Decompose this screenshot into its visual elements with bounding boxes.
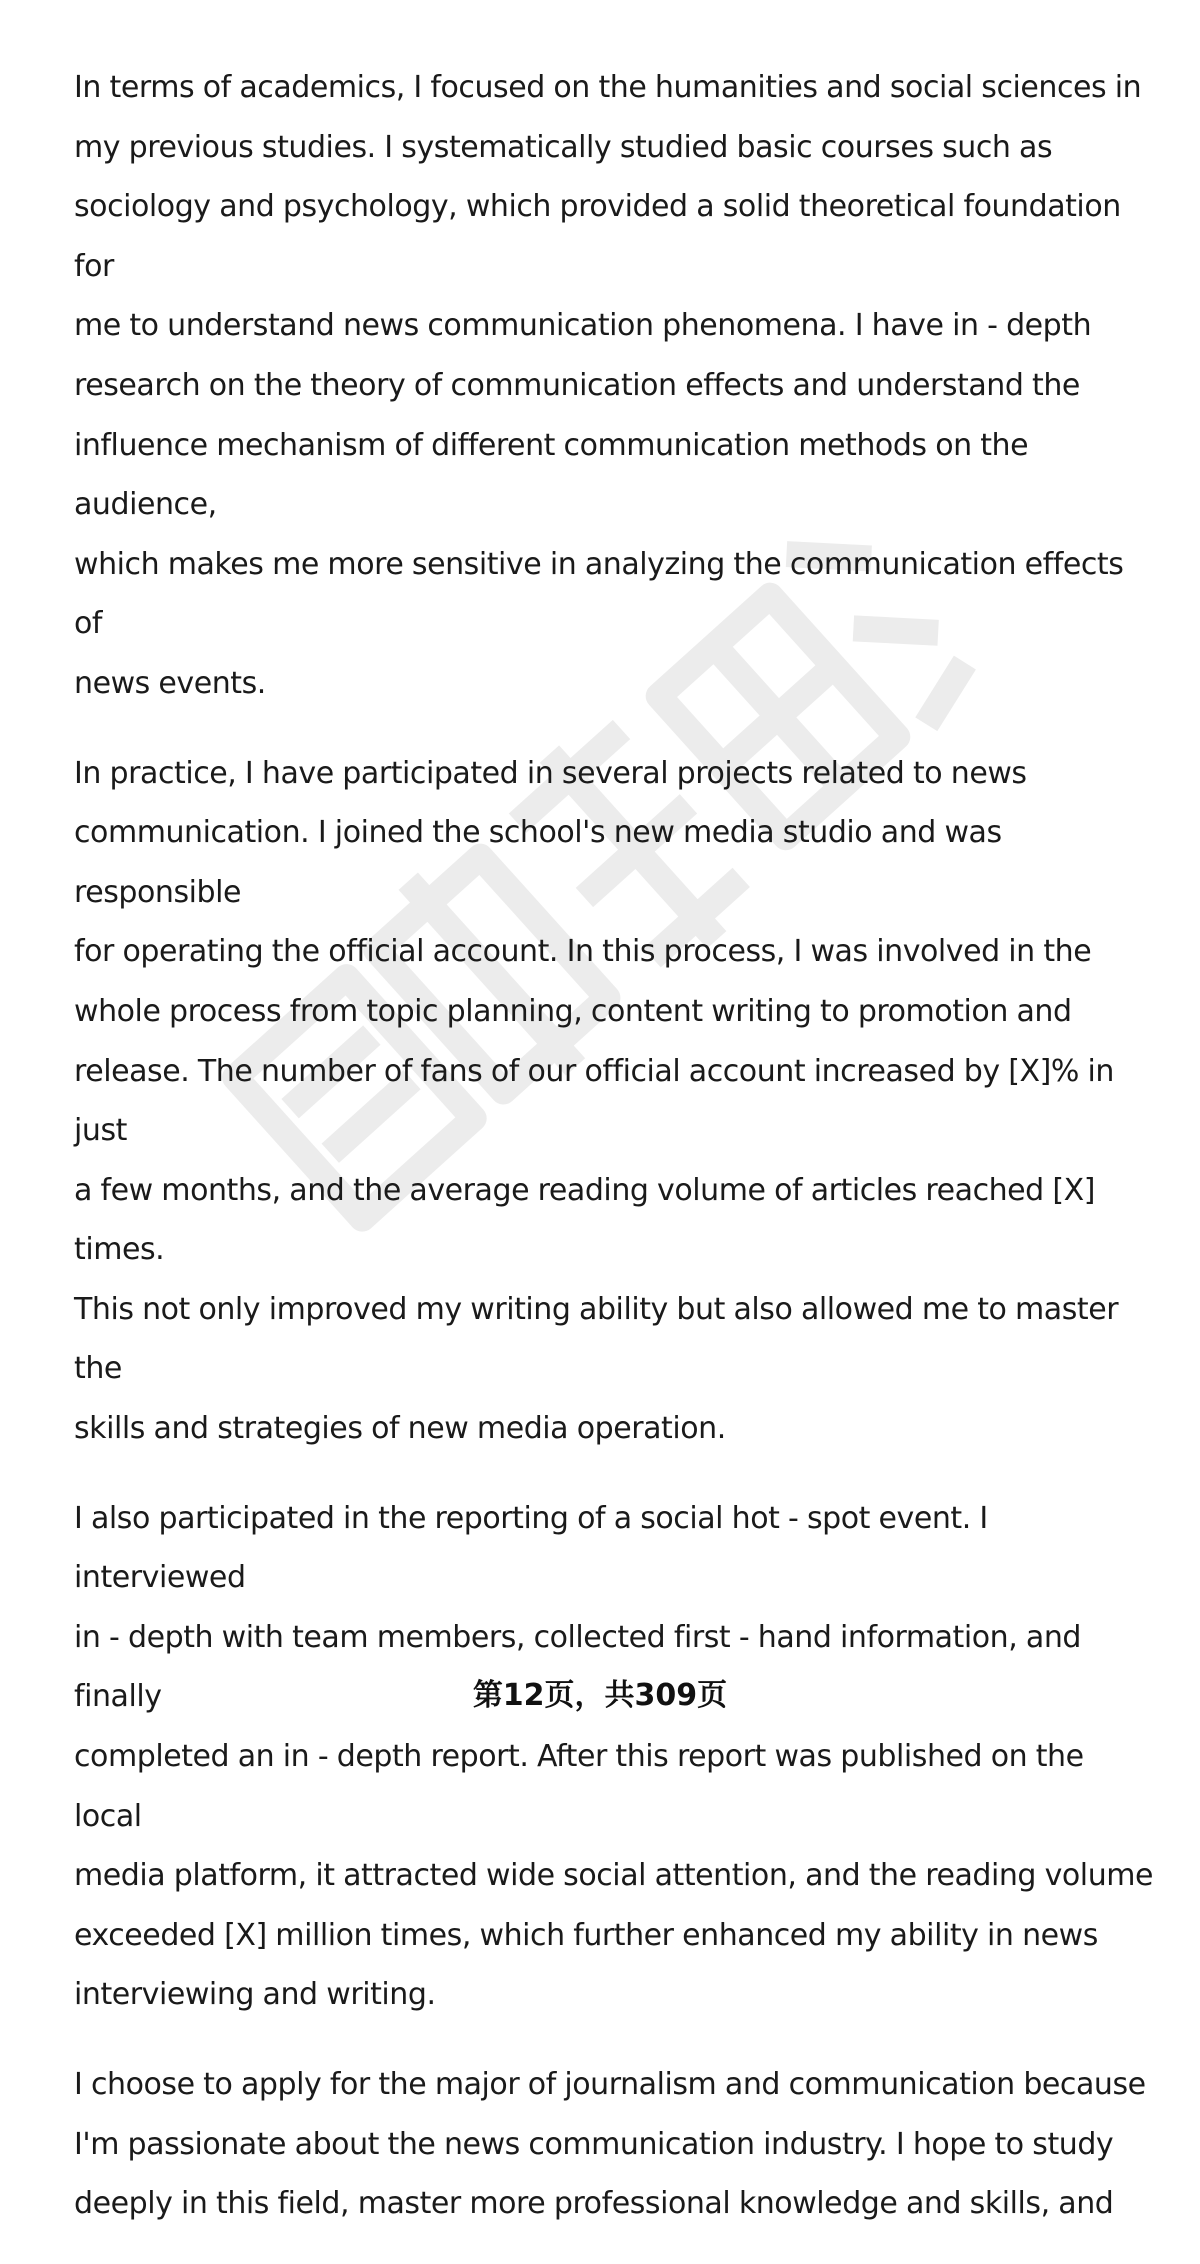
text-line: In terms of academics, I focused on the humanities and social sciences in xyxy=(74,70,1142,105)
text-line: which makes me more sensitive in analyzing the communication effects of xyxy=(74,546,1124,642)
document-body xyxy=(74,58,1154,2264)
text-line: In practice, I have participated in several projects related to news xyxy=(74,755,1027,791)
text-line: interviewing and writing. xyxy=(74,1977,436,2013)
text-line: whole process from topic planning, content writing to promotion and xyxy=(74,993,1072,1029)
page-number-footer: 第12页，共309页 xyxy=(472,1678,728,1713)
text-line: a few months, and the average reading volume of articles reached [X] times. xyxy=(74,1172,1095,1268)
text-line: sociology and psychology, which provided a solid theoretical foundation for xyxy=(74,189,1121,284)
text-line: I'm passionate about the news communication industry. I hope to study xyxy=(74,2126,1114,2162)
paragraph-reporting xyxy=(74,1489,1154,2025)
text-line: I also participated in the reporting of a social hot - spot event. I interviewed xyxy=(74,1500,988,1596)
text-line: communication. I joined the school's new media studio and was responsible xyxy=(74,815,1002,910)
text-line: research on the theory of communication effects and understand the xyxy=(74,367,1080,403)
paragraph-practice xyxy=(74,744,1154,1459)
text-line: for operating the official account. In this process, I was involved in the xyxy=(74,934,1092,970)
text-line: This not only improved my writing ability but also allowed me to master the xyxy=(74,1291,1119,1387)
text-line: skills and strategies of new media operation. xyxy=(74,1411,726,1447)
text-line: exceeded [X] million times, which further enhanced my ability in news xyxy=(74,1917,1098,1953)
text-line: me to understand news communication phenomena. I have in - depth xyxy=(74,308,1092,344)
text-line: media platform, it attracted wide social attention, and the reading volume xyxy=(74,1858,1154,1894)
text-line: my previous studies. I systematically studied basic courses such as xyxy=(74,129,1053,165)
text-line: in - depth with team members, collected first - hand information, and finally xyxy=(74,1619,1081,1715)
text-line: I choose to apply for the major of journalism and communication because xyxy=(74,2067,1146,2102)
paragraph-academics xyxy=(74,58,1154,714)
paragraph-motivation xyxy=(74,2055,1154,2234)
text-line: completed an in - depth report. After this report was published on the local xyxy=(74,1739,1084,1834)
text-line: release. The number of fans of our official account increased by [X]% in just xyxy=(74,1053,1114,1149)
text-line: news events. xyxy=(74,665,266,701)
text-line: deeply in this field, master more professional knowledge and skills, and xyxy=(74,2186,1114,2222)
text-line: influence mechanism of different communication methods on the audience, xyxy=(74,427,1029,523)
